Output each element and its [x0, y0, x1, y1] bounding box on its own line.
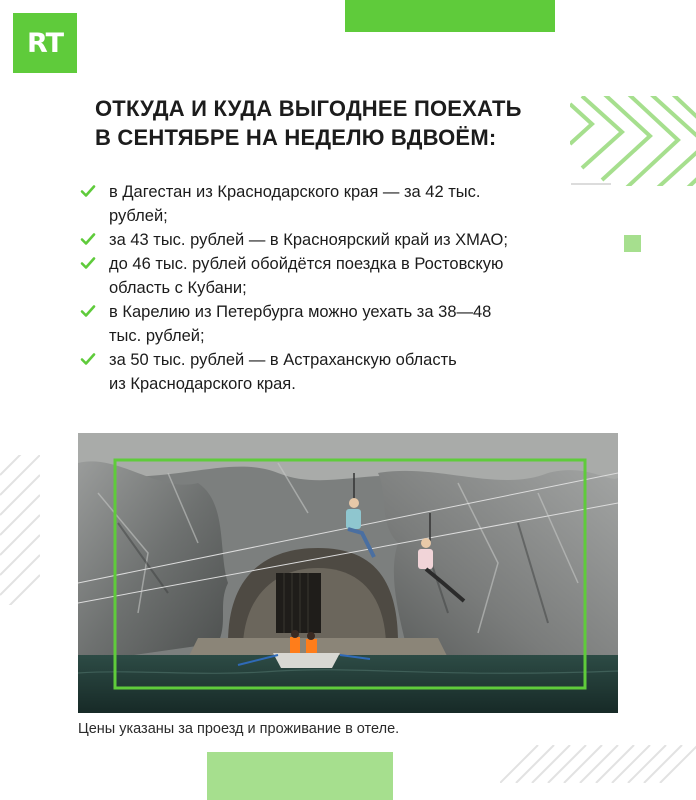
- check-icon: [80, 183, 96, 199]
- page-title: [95, 94, 522, 152]
- bottom-accent-bar: [207, 752, 393, 800]
- list-item: [80, 180, 579, 228]
- list-item-text: область с Кубани;: [109, 279, 247, 297]
- accent-square: [624, 235, 641, 252]
- list-item-text: за 50 тыс. рублей — в Астраханскую область: [109, 351, 457, 369]
- list-item-text: тыс. рублей;: [109, 327, 205, 345]
- title-line-2: В СЕНТЯБРЕ НА НЕДЕЛЮ ВДВОЁМ:: [95, 125, 497, 150]
- check-icon: [80, 255, 96, 271]
- rt-logo: [13, 13, 77, 73]
- list-item: [80, 348, 579, 396]
- photo-caption: Цены указаны за проезд и проживание в отеле.: [78, 721, 400, 737]
- list-item: [80, 228, 579, 252]
- check-icon: [80, 303, 96, 319]
- price-list: [80, 180, 579, 396]
- list-item-text: в Дагестан из Краснодарского края — за 42 тыс.: [109, 183, 481, 201]
- top-accent-bar: [345, 0, 555, 32]
- decorative-stripes-left: [0, 455, 40, 605]
- list-item: [80, 252, 579, 300]
- list-item-text: из Краснодарского края.: [109, 375, 296, 393]
- list-item-text: до 46 тыс. рублей обойдётся поездка в Ростовскую: [109, 255, 504, 273]
- title-line-1: ОТКУДА И КУДА ВЫГОДНЕЕ ПОЕХАТЬ: [95, 96, 522, 121]
- check-icon: [80, 351, 96, 367]
- logo-text: RT: [27, 27, 63, 59]
- check-icon: [80, 231, 96, 247]
- list-item-text: рублей;: [109, 207, 168, 225]
- list-item-text: за 43 тыс. рублей — в Красноярский край из ХМАО;: [109, 231, 508, 249]
- list-item: [80, 300, 579, 348]
- list-item-text: в Карелию из Петербурга можно уехать за 38—48: [109, 303, 492, 321]
- photo-marble-canyon-zipline: [78, 433, 618, 713]
- decorative-stripes-top-right: [570, 96, 696, 186]
- decorative-stripes-bottom-right: [500, 745, 696, 783]
